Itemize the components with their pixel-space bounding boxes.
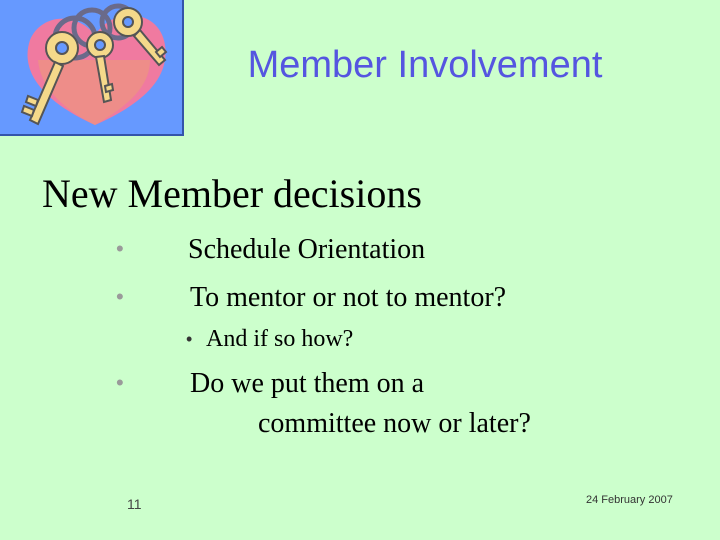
bullet-marker: • — [116, 284, 124, 309]
slide-date: 24 February 2007 — [586, 494, 673, 506]
bullet-marker: • — [116, 236, 124, 261]
bullet-schedule-orientation: Schedule Orientation — [188, 234, 426, 265]
bullet-committee-line1: Do we put them on a — [190, 368, 425, 399]
keys-logo — [0, 0, 184, 136]
bullet-committee-line2: committee now or later? — [258, 408, 531, 439]
page-number: 11 — [127, 496, 142, 512]
subbullet-marker: • — [186, 329, 193, 349]
bullet-mentor: To mentor or not to mentor? — [190, 282, 507, 313]
subbullet-if-so-how: And if so how? — [206, 326, 354, 352]
bullet-marker: • — [116, 370, 124, 395]
slide-heading: New Member decisions — [42, 171, 422, 216]
slide-title: Member Involvement — [247, 44, 603, 86]
keys-icon — [0, 0, 184, 136]
